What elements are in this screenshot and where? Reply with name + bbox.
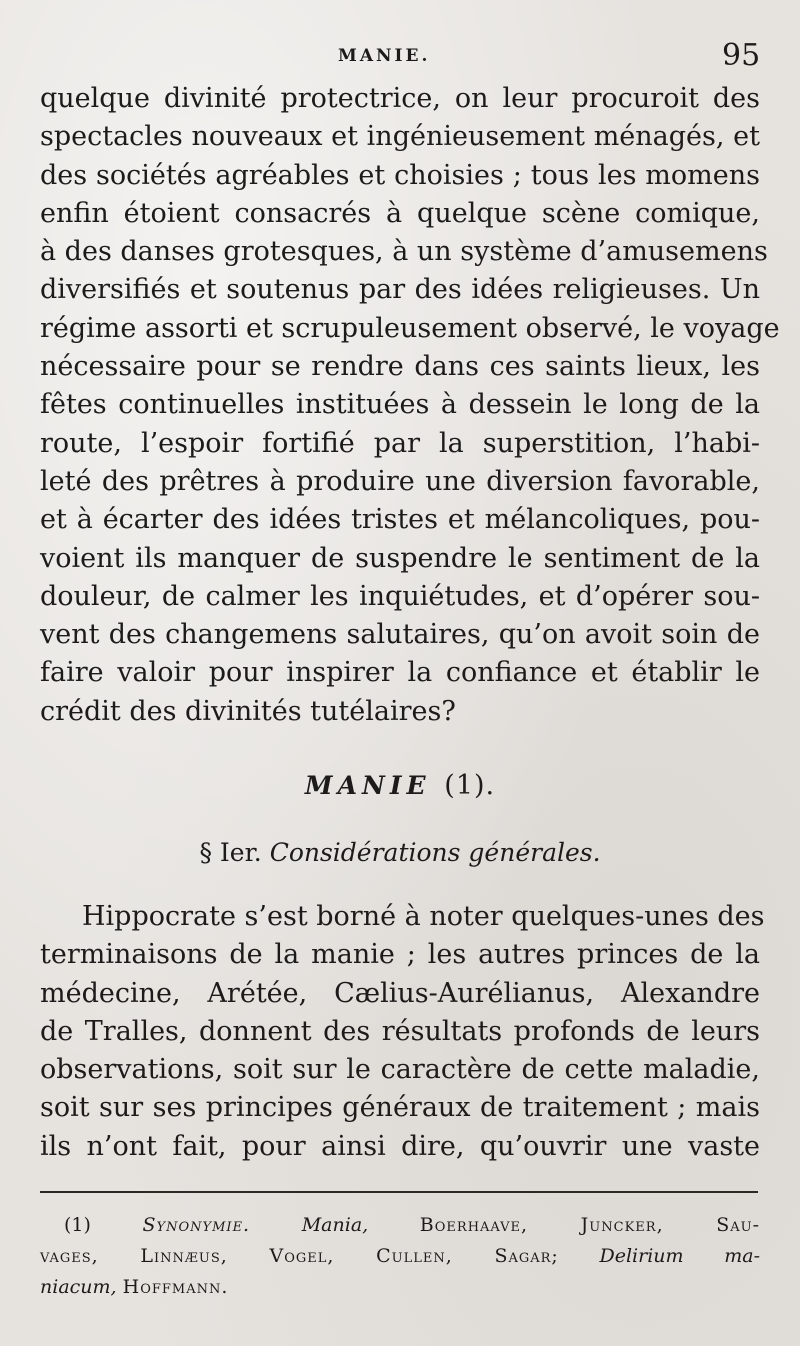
subsection-title: Considérations générales. xyxy=(269,838,601,867)
footnote-mania: Mania, xyxy=(301,1214,369,1236)
paragraph-continued xyxy=(40,80,780,731)
text-line: observations, soit sur le caractère de cette maladie, xyxy=(40,1054,760,1086)
footnote-line xyxy=(40,1210,760,1241)
subsection-number: § Ier. xyxy=(199,838,262,867)
paragraph-main xyxy=(40,898,765,1166)
text-line: et à écarter des idées tristes et mélancoliques, pou- xyxy=(40,504,760,536)
footnote-authors: vages, Linnæus, Vogel, Cullen, Sagar; xyxy=(40,1245,559,1267)
text-line: diversifiés et soutenus par des idées religieuses. Un xyxy=(40,274,760,306)
text-line: voient ils manquer de suspendre le sentiment de la xyxy=(40,542,760,574)
footnote-line xyxy=(40,1241,760,1272)
text-line: à des danses grotesques, à un système d’amusemens xyxy=(40,236,768,268)
footnote-delirium-end: niacum, xyxy=(40,1276,117,1298)
text-line: douleur, de calmer les inquiétudes, et d’opérer sou- xyxy=(40,580,760,612)
text-line: route, l’espoir fortifié par la superstition, l’habi- xyxy=(40,427,760,459)
text-line: faire valoir pour inspirer la confiance et établir le xyxy=(40,657,760,689)
text-line: fêtes continuelles instituées à dessein le long de la xyxy=(40,389,760,421)
text-line: terminaisons de la manie ; les autres princes de la xyxy=(40,939,760,971)
text-line: Hippocrate s’est borné à noter quelques-unes des xyxy=(82,901,765,932)
text-line: médecine, Arétée, Cælius-Aurélianus, Alexandre xyxy=(40,977,760,1009)
text-line: ils n’ont fait, pour ainsi dire, qu’ouvrir une vaste xyxy=(40,1130,760,1162)
section-heading-title: MANIE xyxy=(304,771,431,800)
text-line: leté des prêtres à produire une diversion favorable, xyxy=(40,465,760,497)
footnote xyxy=(40,1210,760,1303)
text-line: crédit des divinités tutélaires? xyxy=(40,695,456,727)
text-line: soit sur ses principes généraux de traitement ; mais xyxy=(40,1092,760,1124)
running-head xyxy=(0,38,800,78)
page-number: 95 xyxy=(722,38,761,73)
footnote-reference: (1). xyxy=(444,770,496,801)
text-line: régime assorti et scrupuleusement observé, le voyage xyxy=(40,312,780,344)
text-line: de Tralles, donnent des résultats profonds de leurs xyxy=(40,1015,760,1047)
footnote-hoffmann: Hoffmann. xyxy=(122,1276,229,1298)
footnote-authors: Boerhaave, Juncker, Sau- xyxy=(419,1214,760,1236)
subsection-heading xyxy=(0,838,800,867)
text-line: spectacles nouveaux et ingénieusement ménagés, et xyxy=(40,121,760,153)
footnote-delirium: Delirium ma- xyxy=(599,1245,760,1267)
text-line: nécessaire pour se rendre dans ces saints lieux, les xyxy=(40,351,760,383)
footnote-divider xyxy=(40,1191,758,1193)
footnote-line xyxy=(40,1272,760,1303)
footnote-marker: (1) xyxy=(64,1214,91,1236)
text-line: quelque divinité protectrice, on leur procuroit des xyxy=(40,83,760,114)
text-line: vent des changemens salutaires, qu’on avoit soin de xyxy=(40,619,760,651)
footnote-synonymie: Synonymie. xyxy=(142,1214,251,1236)
section-heading xyxy=(0,770,800,801)
running-title: MANIE. xyxy=(338,46,431,66)
text-line: des sociétés agréables et choisies ; tous les momens xyxy=(40,159,760,191)
text-line: enfin étoient consacrés à quelque scène comique, xyxy=(40,197,760,229)
